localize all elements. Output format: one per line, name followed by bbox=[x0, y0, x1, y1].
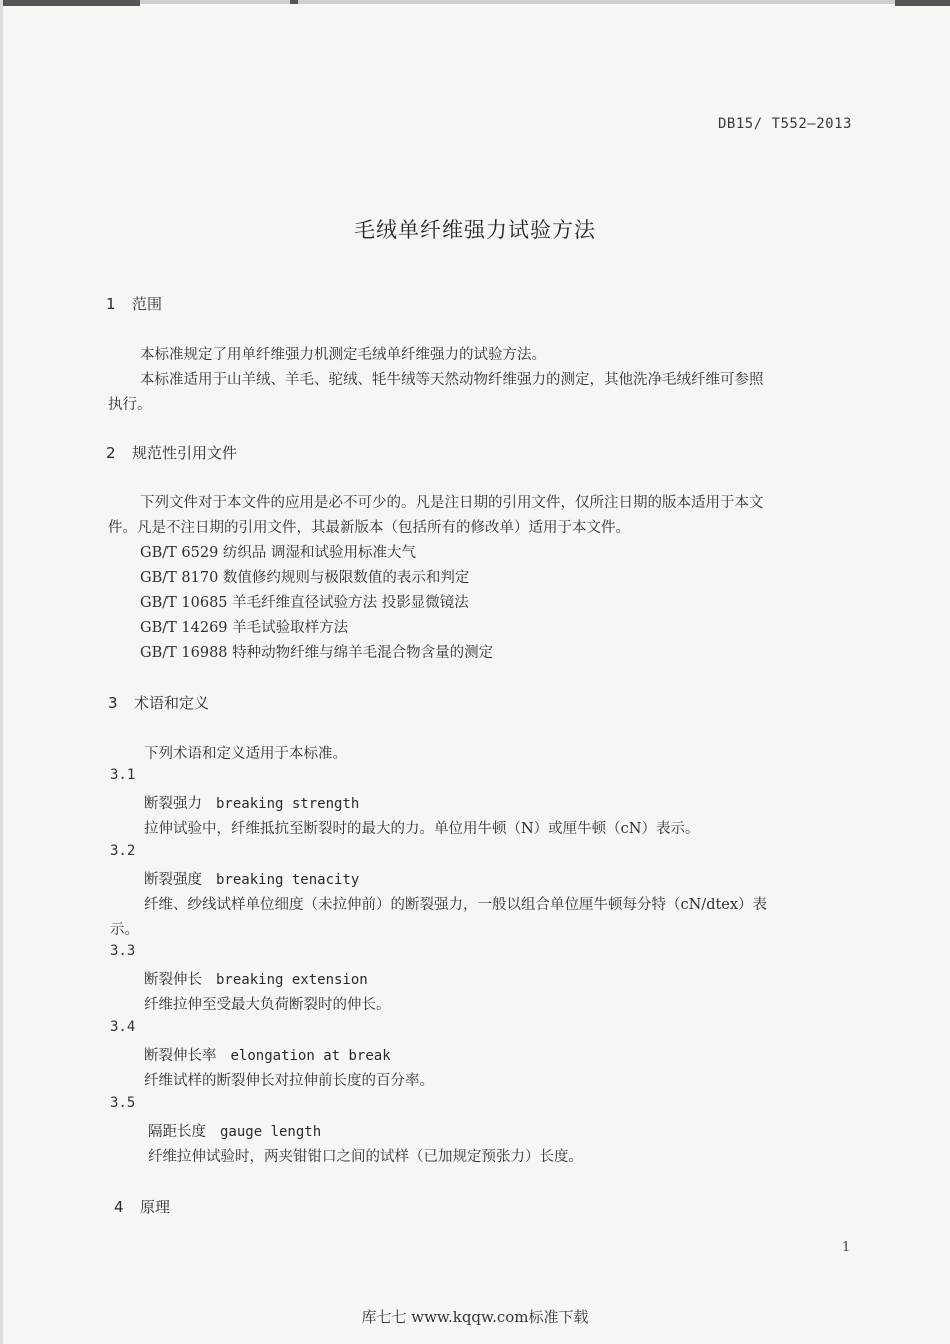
reference-item: GB/T 16988 特种动物纤维与绵羊毛混合物含量的测定 bbox=[140, 645, 494, 661]
paragraph: 件。凡是不注日期的引用文件，其最新版本（包括所有的修改单）适用于本文件。 bbox=[108, 520, 630, 536]
term: 隔距长度 gauge length bbox=[148, 1124, 322, 1140]
paragraph: 本标准规定了用单纤维强力机测定毛绒单纤维强力的试验方法。 bbox=[140, 347, 546, 363]
definition: 纤维拉伸至受最大负荷断裂时的伸长。 bbox=[144, 997, 391, 1013]
section-heading: 1 范围 bbox=[106, 295, 163, 313]
term: 断裂伸长 breaking extension bbox=[144, 972, 368, 988]
definition: 示。 bbox=[110, 922, 139, 938]
section-heading: 4 原理 bbox=[114, 1198, 171, 1216]
clause-number: 3.1 bbox=[110, 767, 136, 783]
footer-watermark-text: 库七七 www.kqqw.com标准下载 bbox=[361, 1308, 589, 1326]
scan-mark bbox=[0, 0, 140, 6]
term: 断裂强度 breaking tenacity bbox=[144, 872, 360, 888]
reference-item: GB/T 14269 羊毛试验取样方法 bbox=[140, 620, 349, 636]
reference-item: GB/T 6529 纺织品 调湿和试验用标准大气 bbox=[140, 545, 417, 561]
reference-item: GB/T 8170 数值修约规则与极限数值的表示和判定 bbox=[140, 570, 470, 586]
section-heading: 2 规范性引用文件 bbox=[106, 444, 238, 462]
page-number: 1 bbox=[842, 1240, 851, 1255]
definition: 拉伸试验中，纤维抵抗至断裂时的最大的力。单位用牛顿（N）或厘牛顿（cN）表示。 bbox=[144, 821, 700, 837]
clause-number: 3.2 bbox=[110, 843, 136, 859]
clause-number: 3.5 bbox=[110, 1095, 136, 1111]
definition: 纤维拉伸试验时，两夹钳钳口之间的试样（已加规定预张力）长度。 bbox=[148, 1149, 583, 1165]
clause-number: 3.3 bbox=[110, 943, 136, 959]
term: 断裂伸长率 elongation at break bbox=[144, 1048, 391, 1064]
paragraph: 下列文件对于本文件的应用是必不可少的。凡是注日期的引用文件，仅所注日期的版本适用于本文 bbox=[140, 495, 764, 511]
paragraph: 下列术语和定义适用于本标准。 bbox=[144, 746, 347, 762]
section-heading: 3 术语和定义 bbox=[108, 694, 210, 712]
paragraph: 执行。 bbox=[108, 397, 152, 413]
scan-left-edge bbox=[0, 0, 3, 1344]
paragraph: 本标准适用于山羊绒、羊毛、驼绒、牦牛绒等天然动物纤维强力的测定，其他洗净毛绒纤维可参照 bbox=[140, 372, 764, 388]
scan-mark bbox=[895, 0, 950, 6]
document-title: 毛绒单纤维强力试验方法 bbox=[354, 218, 596, 242]
term: 断裂强力 breaking strength bbox=[144, 796, 360, 812]
definition: 纤维、纱线试样单位细度（未拉伸前）的断裂强力，一般以组合单位厘牛顿每分特（cN/dtex）表 bbox=[144, 897, 768, 913]
scan-top-edge bbox=[0, 0, 950, 4]
standard-code: DB15/ T552—2013 bbox=[718, 116, 852, 132]
reference-item: GB/T 10685 羊毛纤维直径试验方法 投影显微镜法 bbox=[140, 595, 469, 611]
scan-mark bbox=[290, 0, 298, 4]
clause-number: 3.4 bbox=[110, 1019, 136, 1035]
definition: 纤维试样的断裂伸长对拉伸前长度的百分率。 bbox=[144, 1073, 434, 1089]
